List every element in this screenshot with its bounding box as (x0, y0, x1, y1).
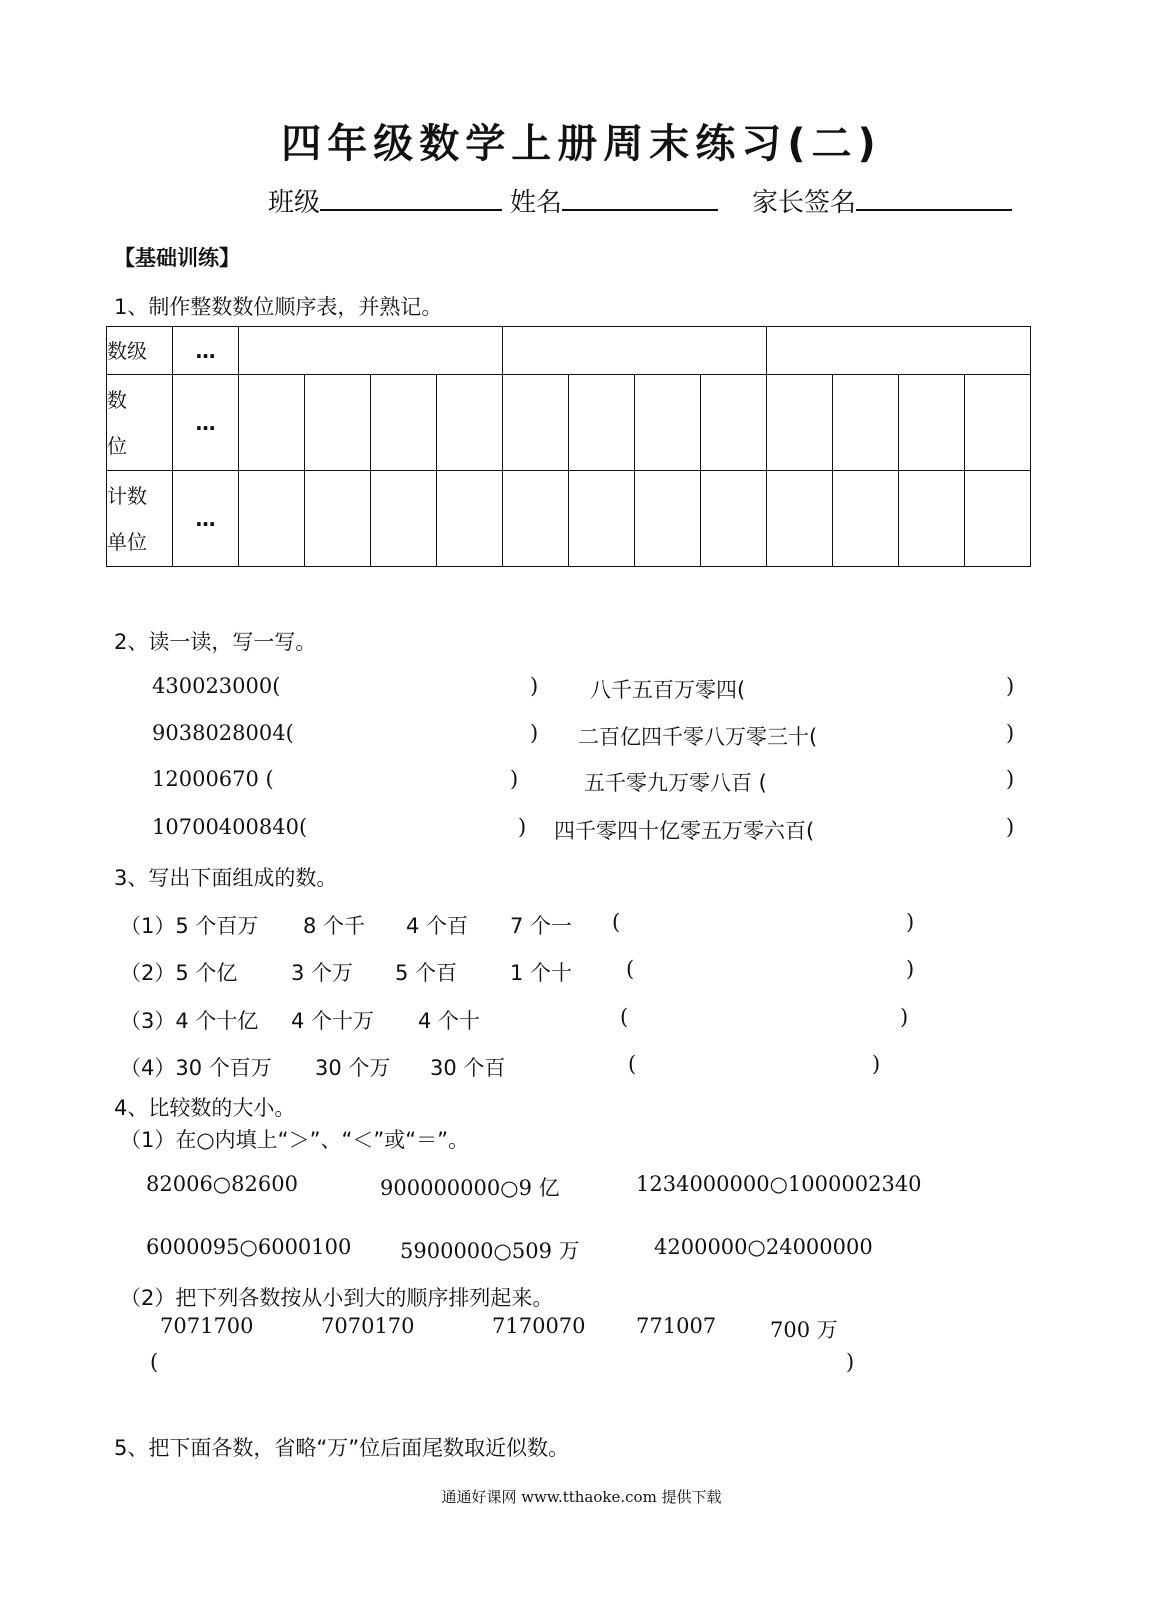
compare-item: 82006○82600 (146, 1172, 298, 1196)
order-open: ( (150, 1350, 159, 1374)
place-blank-cell[interactable] (503, 375, 569, 471)
ellipsis-cell: … (173, 327, 239, 375)
q3-part-c: 4 个百 (406, 914, 469, 938)
name-label: 姓名 (510, 188, 563, 218)
q3-part-a: （3）4 个十亿 (120, 1009, 259, 1033)
q2-left-close: ) (518, 815, 527, 839)
row-label-unit: 计数 单位 (107, 471, 173, 567)
unit-blank-cell[interactable] (833, 471, 899, 567)
q3-close: ) (906, 910, 915, 934)
q3-part-d: 1 个十 (510, 961, 573, 985)
q3-part-a: （2）5 个亿 (120, 961, 238, 985)
q3-part-c: 30 个百 (430, 1056, 506, 1080)
q3-part-b: 4 个十万 (291, 1009, 375, 1033)
parent-signature-field (752, 182, 1012, 219)
q2-right-close: ) (1006, 674, 1015, 698)
q3-part-a: （1）5 个百万 (120, 914, 259, 938)
unit-blank-cell[interactable] (701, 471, 767, 567)
unit-blank-cell[interactable] (371, 471, 437, 567)
compare-item: 900000000○9 亿 (380, 1176, 560, 1200)
order-number: 7070170 (321, 1314, 415, 1338)
q3-open: ( (626, 957, 635, 981)
q2-left-close: ) (510, 767, 519, 791)
q3-part-b: 3 个万 (291, 961, 354, 985)
q2-left-item: 12000670 ( (152, 767, 274, 791)
q3-open: ( (628, 1052, 637, 1076)
row-label-level: 数级 (107, 327, 173, 375)
place-blank-cell[interactable] (965, 375, 1031, 471)
level-blank-cell[interactable] (767, 327, 1031, 375)
q3-part-b: 8 个千 (303, 914, 366, 938)
q2-right-close: ) (1006, 767, 1015, 791)
place-blank-cell[interactable] (569, 375, 635, 471)
q3-part-b: 30 个万 (315, 1056, 391, 1080)
q2-left-close: ) (530, 674, 539, 698)
question-4: 4、比较数的大小。 (114, 1096, 296, 1120)
q3-part-a: （4）30 个百万 (120, 1056, 272, 1080)
place-blank-cell[interactable] (767, 375, 833, 471)
row-label-place: 数 位 (107, 375, 173, 471)
compare-item: 1234000000○1000002340 (636, 1172, 922, 1196)
page-footer: 通通好课网 www.tthaoke.com 提供下载 (441, 1488, 722, 1506)
q2-left-item: 10700400840( (152, 815, 308, 839)
q3-part-c: 4 个十 (418, 1009, 481, 1033)
unit-blank-cell[interactable] (437, 471, 503, 567)
place-blank-cell[interactable] (305, 375, 371, 471)
order-number: 7170070 (492, 1314, 586, 1338)
q2-right-item: 四千零四十亿零五万零六百( (554, 819, 815, 843)
question-2: 2、读一读，写一写。 (114, 630, 317, 654)
class-blank[interactable] (320, 183, 502, 211)
class-label: 班级 (268, 188, 321, 218)
unit-blank-cell[interactable] (767, 471, 833, 567)
page-title: 四年级数学上册周末练习(二) (281, 121, 882, 167)
unit-blank-cell[interactable] (239, 471, 305, 567)
q2-left-item: 9038028004( (152, 721, 294, 745)
question-3: 3、写出下面组成的数。 (114, 866, 338, 890)
ellipsis-cell: … (173, 471, 239, 567)
unit-blank-cell[interactable] (899, 471, 965, 567)
parent-signature-blank[interactable] (856, 183, 1012, 211)
question-1: 1、制作整数数位顺序表，并熟记。 (114, 295, 443, 319)
q2-right-item: 八千五百万零四( (590, 678, 746, 702)
q2-left-close: ) (530, 721, 539, 745)
q2-right-close: ) (1006, 721, 1015, 745)
unit-blank-cell[interactable] (569, 471, 635, 567)
order-number: 7071700 (160, 1314, 254, 1338)
section-basic-training: 【基础训练】 (114, 246, 240, 270)
q2-left-item: 430023000( (152, 674, 281, 698)
q3-open: ( (620, 1005, 629, 1029)
parent-signature-label: 家长签名 (752, 188, 857, 218)
place-blank-cell[interactable] (437, 375, 503, 471)
compare-item: 6000095○6000100 (146, 1235, 352, 1259)
level-blank-cell[interactable] (503, 327, 767, 375)
place-blank-cell[interactable] (833, 375, 899, 471)
q3-part-c: 5 个百 (395, 961, 458, 985)
question-5: 5、把下面各数，省略“万”位后面尾数取近似数。 (114, 1436, 570, 1460)
place-blank-cell[interactable] (371, 375, 437, 471)
q3-close: ) (906, 957, 915, 981)
place-value-table (106, 326, 1031, 567)
name-blank[interactable] (562, 183, 718, 211)
place-blank-cell[interactable] (239, 375, 305, 471)
level-blank-cell[interactable] (239, 327, 503, 375)
order-number: 700 万 (770, 1318, 838, 1342)
name-field (510, 182, 718, 219)
order-close: ) (846, 1350, 855, 1374)
order-number: 771007 (636, 1314, 717, 1338)
q4-sub1: （1）在○内填上“＞”、“＜”或“＝”。 (120, 1128, 469, 1152)
unit-blank-cell[interactable] (305, 471, 371, 567)
q2-right-item: 二百亿四千零八万零三十( (578, 725, 818, 749)
unit-blank-cell[interactable] (635, 471, 701, 567)
ellipsis-cell: … (173, 375, 239, 471)
q3-part-d: 7 个一 (510, 914, 573, 938)
q3-close: ) (900, 1005, 909, 1029)
unit-blank-cell[interactable] (965, 471, 1031, 567)
q3-close: ) (872, 1052, 881, 1076)
q4-sub2: （2）把下列各数按从小到大的顺序排列起来。 (120, 1286, 554, 1310)
q2-right-close: ) (1006, 815, 1015, 839)
q3-open: ( (612, 910, 621, 934)
class-field (268, 182, 502, 219)
place-blank-cell[interactable] (899, 375, 965, 471)
q2-right-item: 五千零九万零八百 ( (584, 771, 767, 795)
compare-item: 4200000○24000000 (654, 1235, 873, 1259)
place-blank-cell[interactable] (635, 375, 701, 471)
compare-item: 5900000○509 万 (400, 1239, 580, 1263)
unit-blank-cell[interactable] (503, 471, 569, 567)
place-blank-cell[interactable] (701, 375, 767, 471)
